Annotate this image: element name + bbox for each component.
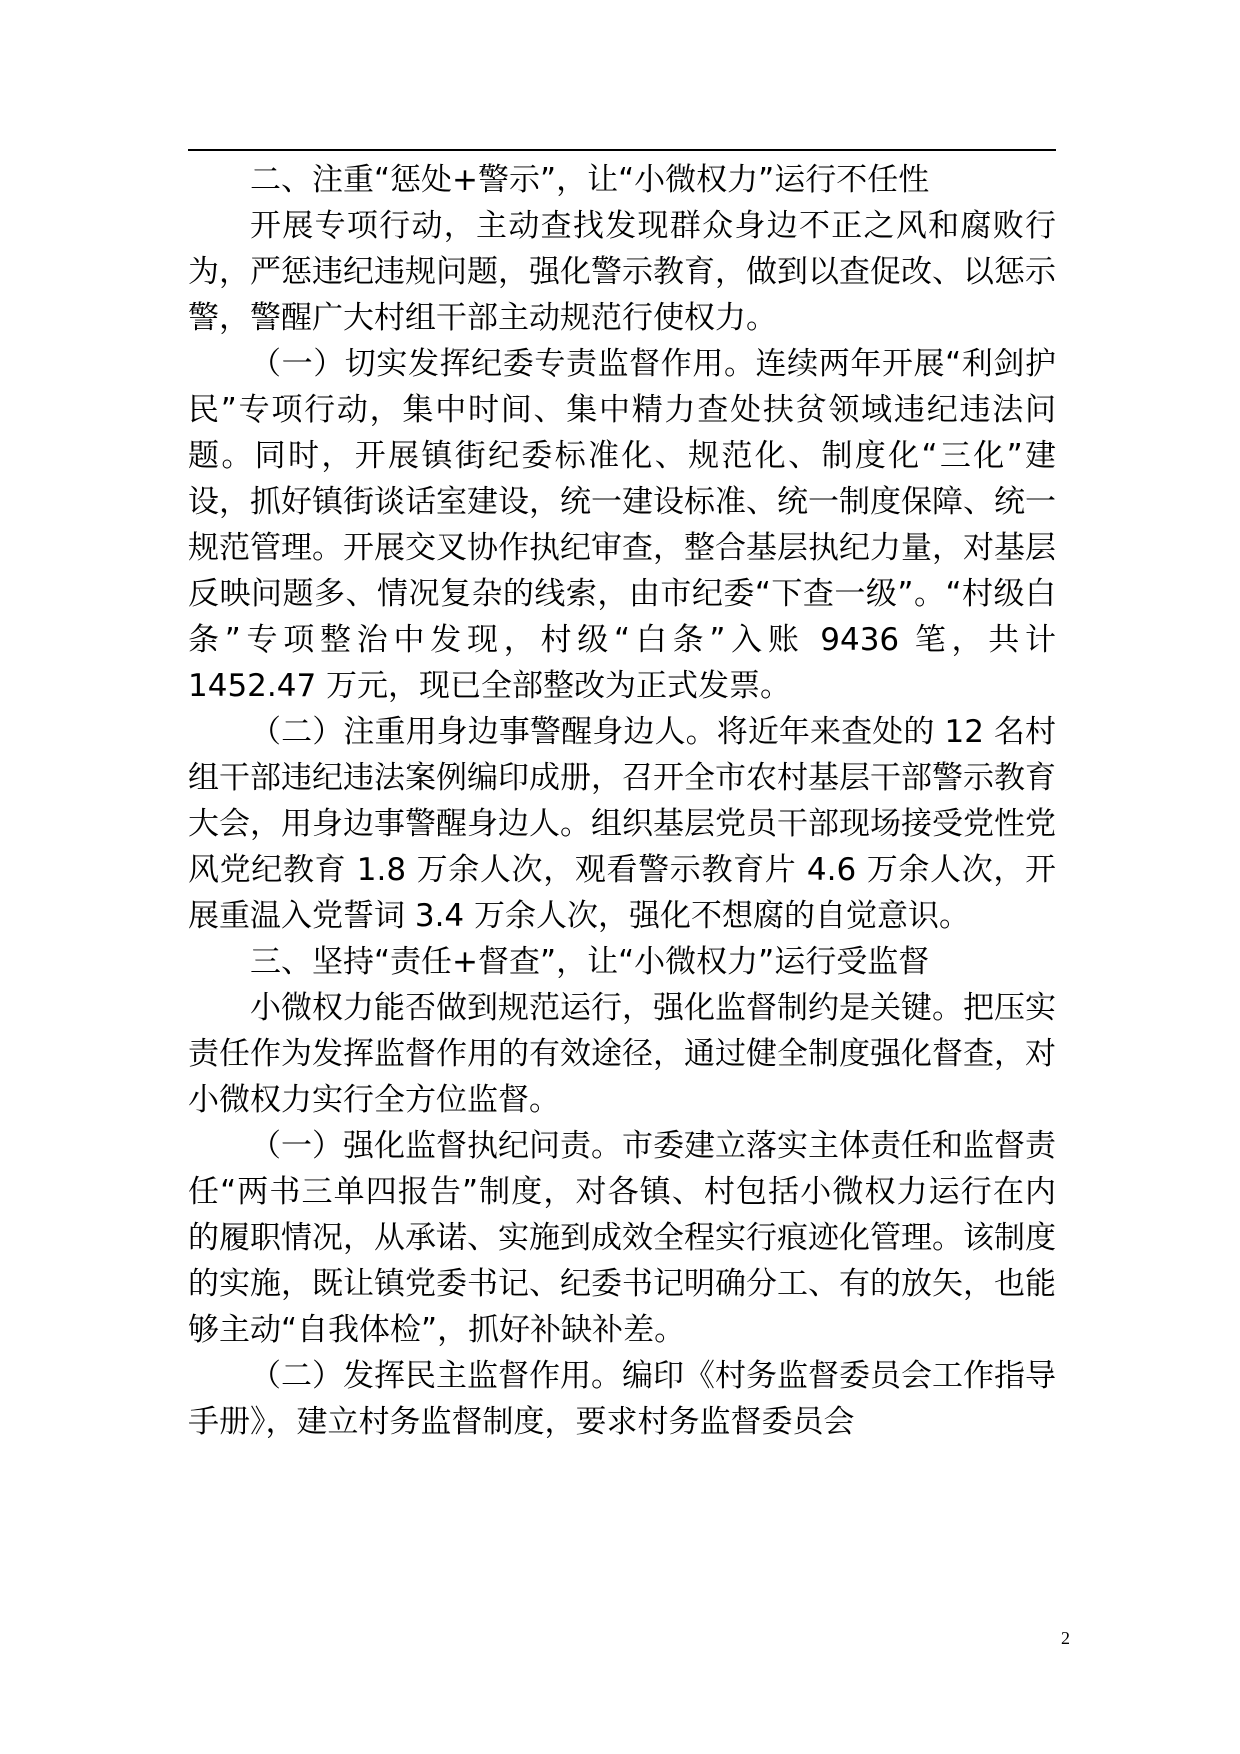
- section-heading-three: 三、坚持“责任+督查”，让“小微权力”运行受监督: [250, 944, 930, 980]
- paragraph: （一）切实发挥纪委专责监督作用。连续两年开展“利剑护民”专项行动，集中时间、集中精力查处扶贫领域违纪违法问题。同时，开展镇街纪委标准化、规范化、制度化“三化”建设，抓好镇街谈话室建设，统一建设标准、统一制度保障、统一规范管理。开展交叉协作执纪审查，整合基层执纪力量，对基层反映问题多、情况复杂的线索，由市纪委“下查一级”。“村级白条”专项整治中发现，村级“白条”入账 9436 笔，共计 1452.47 万元，现已全部整改为正式发票。: [188, 346, 1056, 704]
- section-heading-two: 二、注重“惩处+警示”，让“小微权力”运行不任性: [250, 162, 930, 198]
- document-body: [188, 157, 1056, 1445]
- header-rule: [188, 149, 1056, 151]
- paragraph: 开展专项行动，主动查找发现群众身边不正之风和腐败行为，严惩违纪违规问题，强化警示教育，做到以查促改、以惩示警，警醒广大村组干部主动规范行使权力。: [188, 208, 1056, 336]
- paragraph: （一）强化监督执纪问责。市委建立落实主体责任和监督责任“两书三单四报告”制度，对各镇、村包括小微权力运行在内的履职情况，从承诺、实施到成效全程实行痕迹化管理。该制度的实施，既让镇党委书记、纪委书记明确分工、有的放矢，也能够主动“自我体检”，抓好补缺补差。: [188, 1128, 1056, 1348]
- page-number: 2: [1061, 1628, 1070, 1648]
- paragraph: 小微权力能否做到规范运行，强化监督制约是关键。把压实责任作为发挥监督作用的有效途径，通过健全制度强化督查，对小微权力实行全方位监督。: [188, 990, 1056, 1118]
- paragraph: （二）注重用身边事警醒身边人。将近年来查处的 12 名村组干部违纪违法案例编印成册，召开全市农村基层干部警示教育大会，用身边事警醒身边人。组织基层党员干部现场接受党性党风党纪教育 1.8 万余人次，观看警示教育片 4.6 万余人次，开展重温入党誓词 3.4 万余人次，强化不想腐的自觉意识。: [188, 714, 1056, 934]
- paragraph: （二）发挥民主监督作用。编印《村务监督委员会工作指导手册》，建立村务监督制度，要求村务监督委员会: [188, 1358, 1056, 1440]
